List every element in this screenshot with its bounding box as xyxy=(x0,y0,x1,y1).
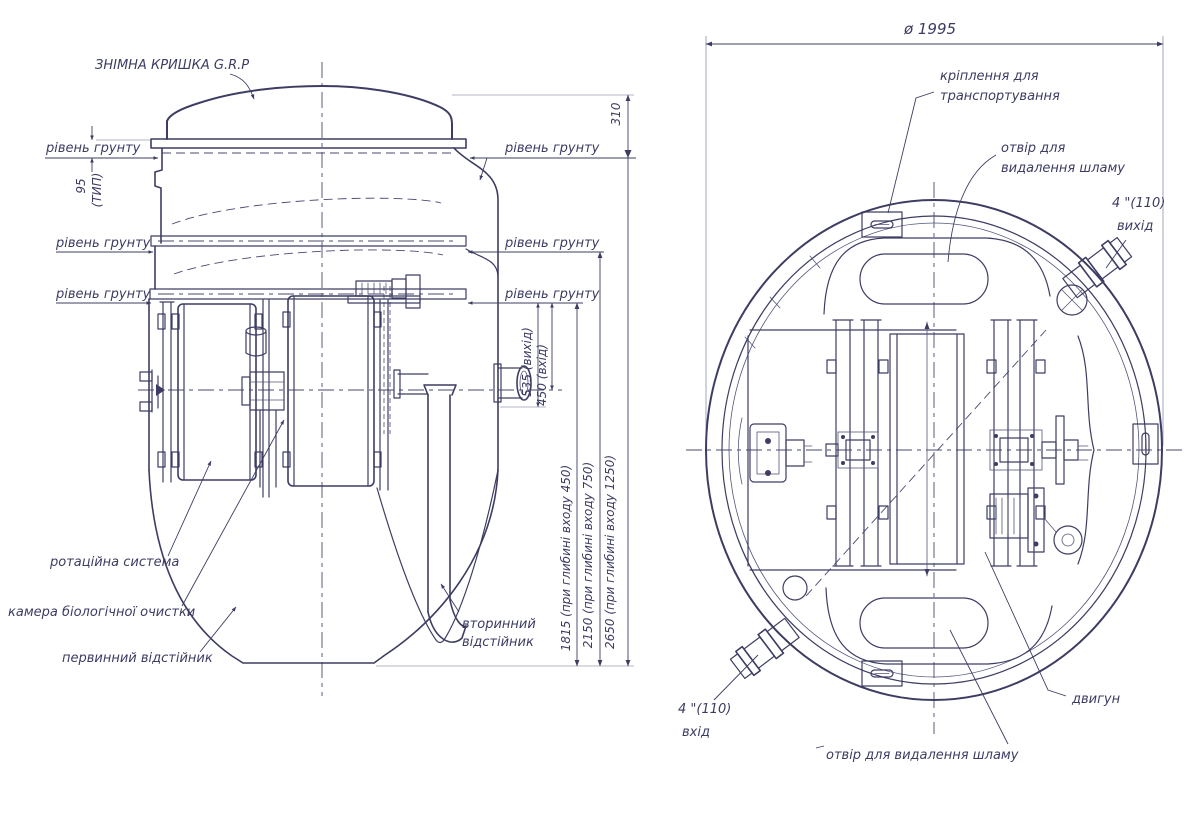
ground-level-label-right-1: рівень грунту xyxy=(505,141,600,156)
diameter-dimension xyxy=(706,20,1166,446)
dim-95: 95 xyxy=(74,178,88,194)
disc-pack-rails xyxy=(826,320,1088,576)
ground-levels xyxy=(45,141,634,303)
label-outlet-size: 4 "(110) xyxy=(1112,196,1166,211)
dim-310: 310 xyxy=(609,102,623,126)
dim-diameter: ø 1995 xyxy=(903,20,957,38)
tank-internals xyxy=(140,275,531,643)
label-primary-settler: первинний відстійник xyxy=(62,651,213,666)
label-secondary-settler-line2: відстійник xyxy=(462,635,534,650)
dim-depth-2150: 2150 (при глибині входу 750) xyxy=(581,461,595,649)
ground-level-label-right-2: рівень грунту xyxy=(505,236,600,251)
dim-depth-2650: 2650 (при глибині входу 1250) xyxy=(603,454,617,650)
label-inlet-size: 4 "(110) xyxy=(678,702,732,717)
inlet-pipe xyxy=(729,616,801,681)
label-sludge-opening-top-line1: отвір для xyxy=(1001,141,1066,156)
ground-level-label-left-3: рівень грунту xyxy=(56,287,151,302)
label-secondary-settler-line1: вторинний xyxy=(462,617,536,632)
drain-opening xyxy=(783,576,807,600)
ground-level-label-left-2: рівень грунту xyxy=(56,236,151,251)
label-rotation-system: ротаційна система xyxy=(50,555,180,570)
ground-level-label-right-3: рівень грунту xyxy=(505,287,600,302)
dim-inlet-450: 450 (вхід) xyxy=(535,344,549,406)
transport-mounts xyxy=(862,212,1158,686)
label-inlet: вхід xyxy=(682,725,710,740)
dim-depth-1815: 1815 (при глибині входу 450) xyxy=(559,464,573,652)
tank-outline xyxy=(149,86,498,663)
label-removable-cover: ЗНІМНА КРИШКА G.R.P xyxy=(95,58,250,73)
dim-outlet-535: 535 (вихід) xyxy=(520,327,534,397)
ground-level-label-left-1: рівень грунту xyxy=(46,141,141,156)
label-sludge-opening-bottom: отвір для видалення шламу xyxy=(826,748,1019,763)
label-outlet: вихід xyxy=(1117,219,1154,234)
sludge-pockets xyxy=(824,238,1052,664)
label-motor: двигун xyxy=(1072,692,1121,707)
label-sludge-opening-top-line2: видалення шламу xyxy=(1001,161,1125,176)
dim-95-typ: (ТИП) xyxy=(90,172,104,208)
label-transport-mount-line2: транспортування xyxy=(940,89,1060,104)
section-view xyxy=(8,58,636,696)
label-transport-mount-line1: кріплення для xyxy=(940,69,1039,84)
label-bio-chamber: камера біологічної очистки xyxy=(8,605,196,620)
plan-shell xyxy=(686,182,1186,734)
outlet-bolt-circle xyxy=(1057,285,1087,315)
plan-view xyxy=(678,20,1186,763)
motor-assembly xyxy=(990,488,1082,554)
left-bearing xyxy=(738,418,812,484)
